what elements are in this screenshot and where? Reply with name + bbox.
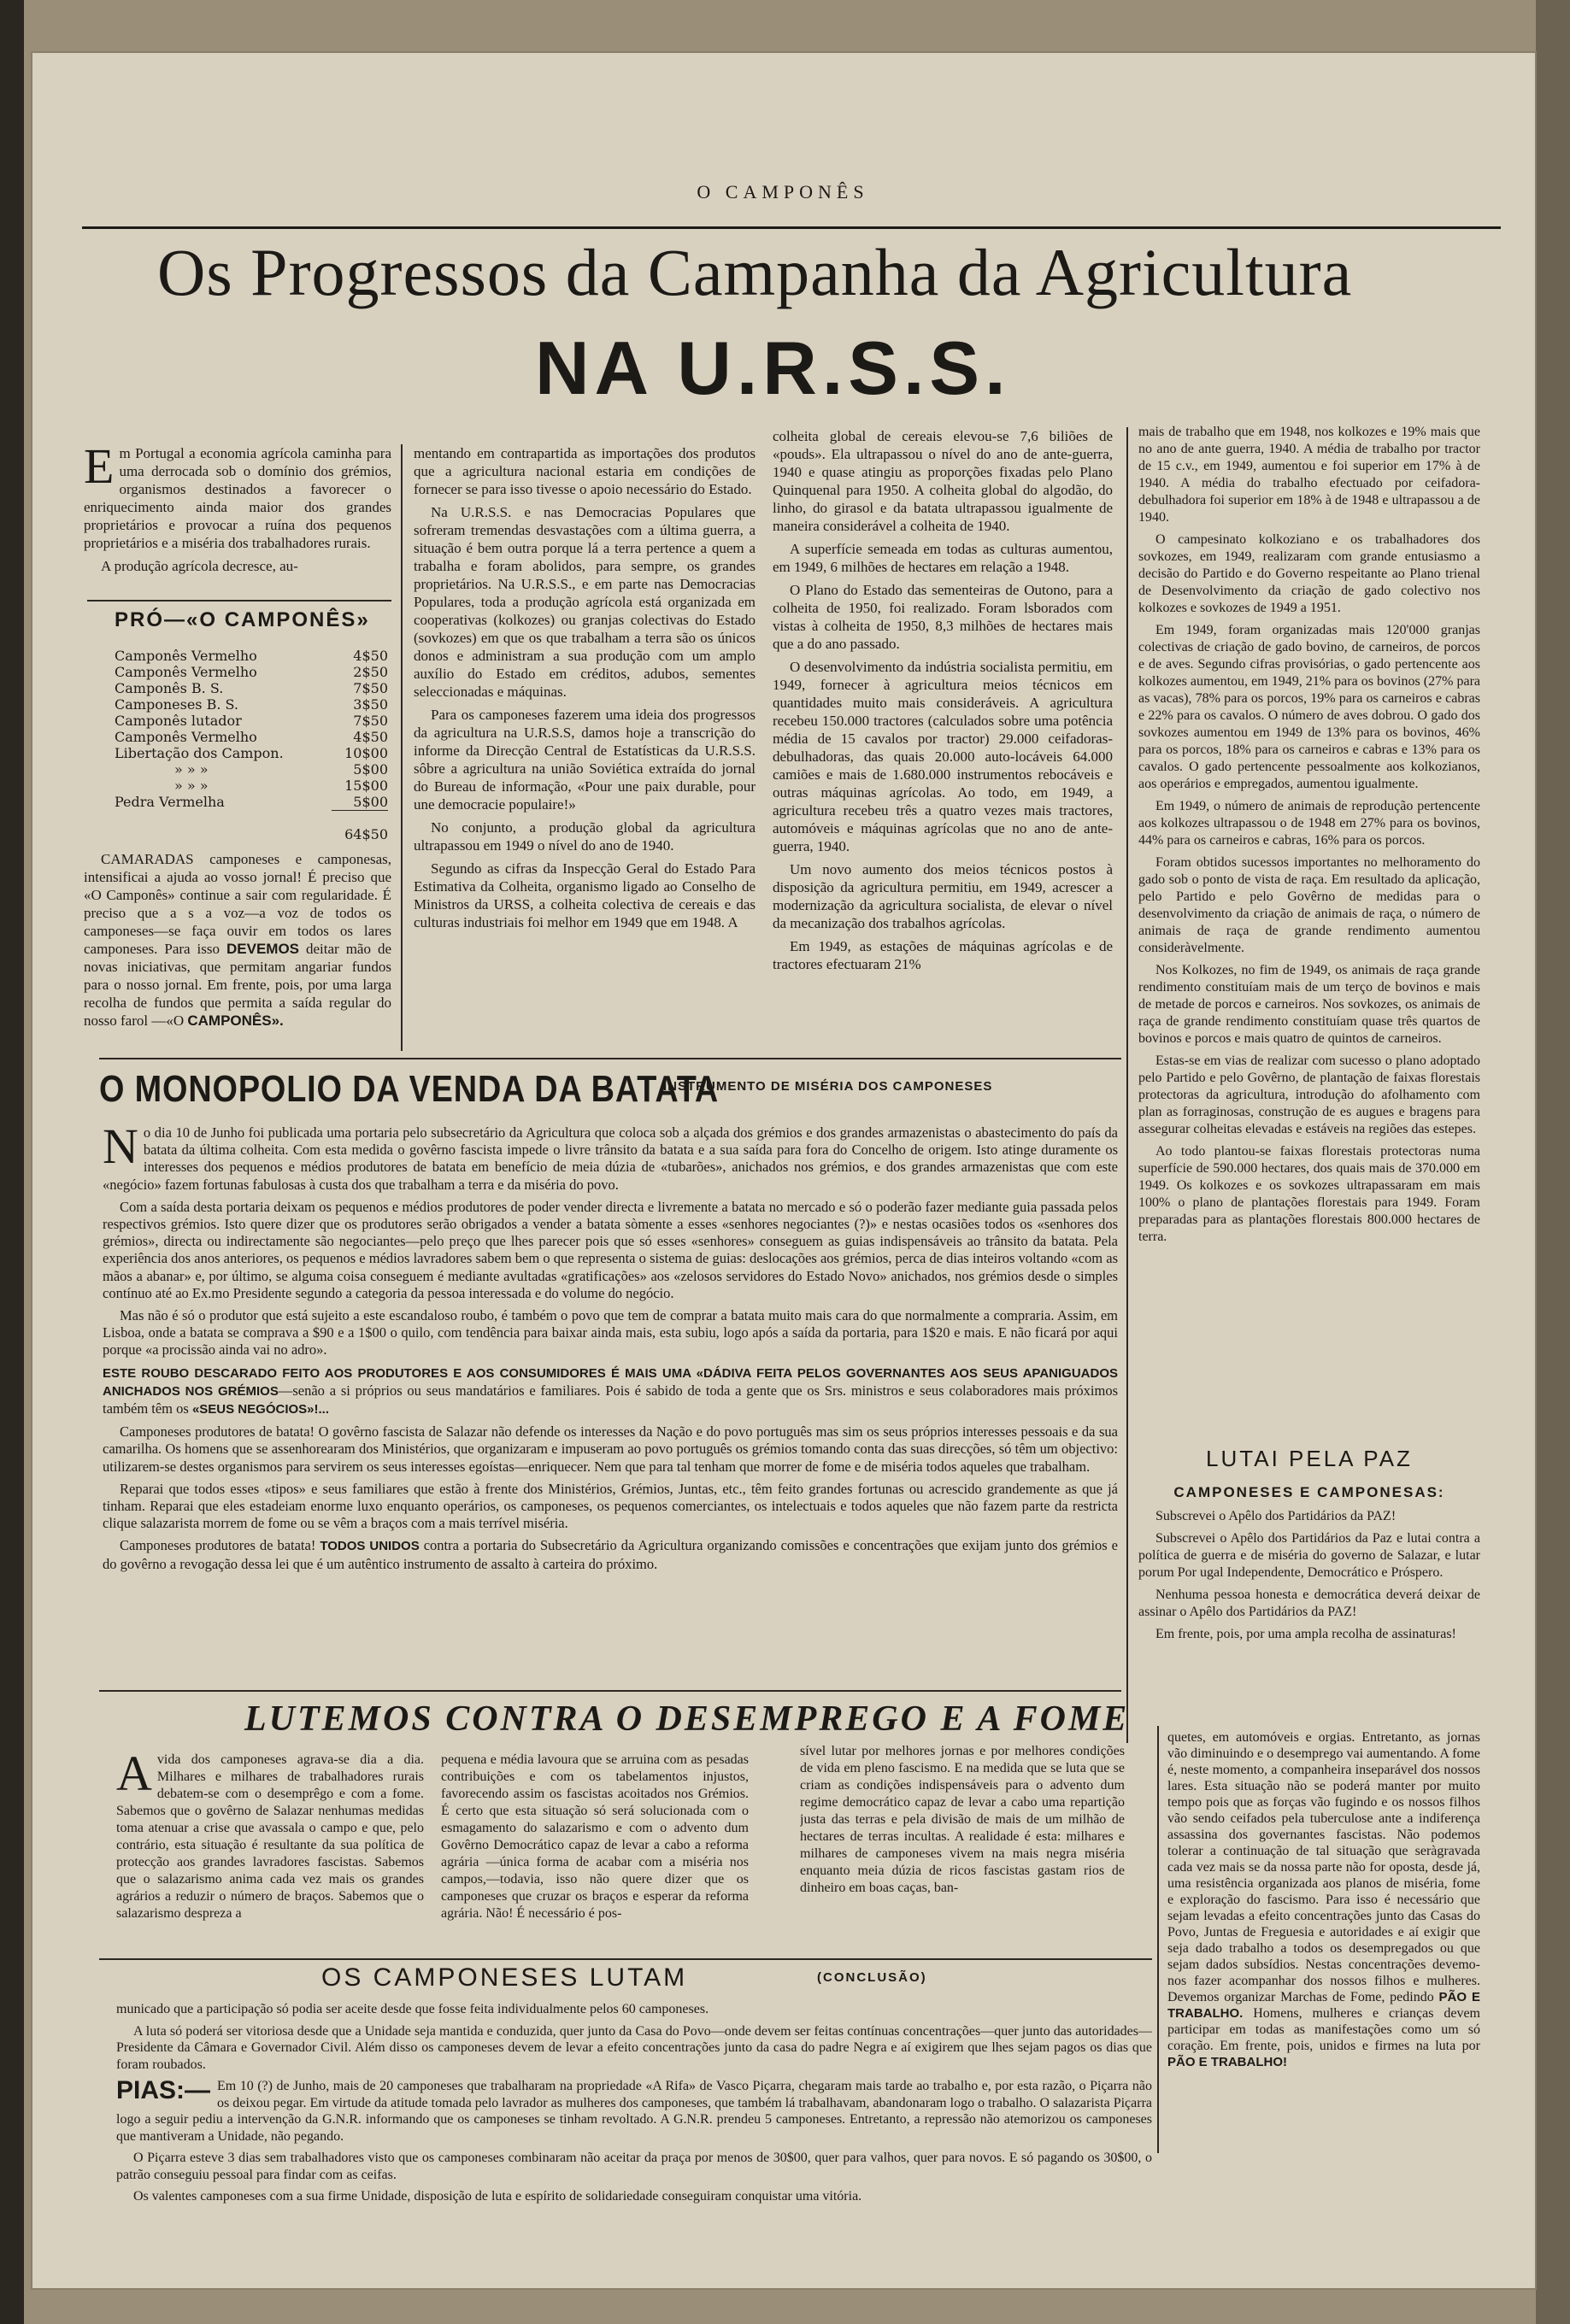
article2-p5: Camponeses produtores de batata! O govêrno fascista de Salazar não defende os interesses da Nação e do povo português mas sim os seus próprios interesses pessoais e da sua camarilha. Os homens que se assenhorearam dos Ministérios, que organizaram e impuseram ao povo português os grémios tomando conta das suas direcções, só têm um objectivo: utilizarem-se destes organismos para servirem os seus interesses egoístas—enriquecer. Nem que para tal tenham que morrer de fome e de miséria todos aqueles que trabalham. bbox=[103, 1423, 1118, 1475]
row-label: Libertação dos Campon. bbox=[115, 745, 284, 761]
peace-line-1: Subscrevei o Apêlo dos Partidários da PAZ! bbox=[1155, 1509, 1397, 1523]
article4-headline: OS CAMPONESES LUTAM bbox=[321, 1963, 688, 1992]
article1-col4-p8: Ao todo plantou-se faixas florestais protectoras numa superfície de 590.000 hectares, dos quais mais de 370.000 em 1949. Os kolkozes e os sovkozes ultrapassaram em mais 100% o plano de plantações florestais para 1949. Foram preparadas para as plantações florestais 800.000 hectares de terra. bbox=[1138, 1144, 1480, 1244]
dropcap-a: A bbox=[116, 1752, 152, 1801]
appeal-end: CAMPONÊS». bbox=[187, 1012, 284, 1029]
article1-col2-p3: Para os camponeses fazerem uma ideia dos progressos da agricultura na U.R.S.S, damos hoje a transcrição do informe da Direcção Central de Estatísticas da U.R.S.S. sôbre a agricultura na união Soviética extraída do jornal do Bureau de informação, «Pour une paix durable, pour une democracie populaire!» bbox=[414, 707, 756, 813]
article4-pias-label: PIAS:— bbox=[116, 2076, 211, 2104]
article3-col4 bbox=[1167, 1729, 1480, 2148]
row-amount: 5$00 bbox=[353, 761, 388, 778]
row-amount: 4$50 bbox=[353, 729, 388, 745]
appeal-bold: DEVEMOS bbox=[226, 941, 300, 957]
table-row bbox=[115, 680, 388, 696]
article1-col2 bbox=[414, 444, 756, 1051]
row-label: Camponês Vermelho bbox=[115, 729, 257, 745]
article1-col2-p1: mentando em contrapartida as importações dos produtos que a agricultura nacional estaria em condições de fornecer se para isso tivesse o apoio necessário do Estado. bbox=[414, 445, 756, 497]
article1-col1 bbox=[84, 444, 391, 598]
table-row bbox=[115, 794, 388, 811]
article1-col3 bbox=[773, 427, 1113, 1051]
pro-box-top-rule bbox=[87, 600, 391, 602]
row-label: Camponês Vermelho bbox=[115, 664, 257, 680]
table-row bbox=[115, 648, 388, 664]
article3-col4-b: Homens, mulheres e crianças devem participar em todas as manifestações como um só coração. Em frente, pois, unidos e firmes na luta por bbox=[1167, 2006, 1480, 2053]
article2-top-rule bbox=[99, 1058, 1121, 1059]
article4-p5: Os valentes camponeses com a sua firme Unidade, disposição de luta e espírito de solidariedade conseguiram conquistar uma vitória. bbox=[133, 2189, 862, 2204]
pro-box-title: PRÓ—«O CAMPONÊS» bbox=[115, 608, 370, 631]
article1-col1-p2: A produção agrícola decresce, au- bbox=[101, 558, 298, 574]
row-amount: 15$00 bbox=[344, 778, 388, 794]
row-amount: 7$50 bbox=[353, 680, 388, 696]
article4-p2: A luta só poderá ser vitoriosa desde que a Unidade seja mantida e conduzida, quer junto da Casa do Povo—onde devem ser feitas contínuas concentrações—quer junto das autoridades—Presidente da Câmara e Governador Civil. Além disso os camponeses devem de levar a efeito concentrações junto da casa do padre Negra e aí exigirem que lhes sejam pagos os dias que foram roubados. bbox=[116, 2023, 1152, 2072]
article2-p4: —senão a si próprios ou seus mandatários e familiares. Pois é sabido de toda a gente que os Srs. ministros e seus colaboradores mais próximos também têm os bbox=[103, 1382, 1118, 1417]
row-label: Camponês B. S. bbox=[115, 680, 224, 696]
article4-tag: (CONCLUSÃO) bbox=[817, 1970, 927, 1985]
article2-p7b: contra a portaria do Subsecretário da Agricultura organizando comissões e concentrações que exijam junto dos grémios e do govêrno a revogação dessa lei que é um autêntico instrumento de assalto à carteira do próximo. bbox=[103, 1537, 1118, 1572]
running-head: O CAMPONÊS bbox=[697, 181, 869, 202]
article4-body bbox=[116, 2001, 1152, 2215]
row-amount: 10$00 bbox=[344, 745, 388, 761]
article1-col3-p5: Um novo aumento dos meios técnicos postos à disposição da agricultura permitiu, em 1949, acrescer a modernização da agricultura socialista, de elevar o nível da mecanização dos trabalhos agrícolas. bbox=[773, 861, 1113, 931]
row-label: » » » bbox=[174, 761, 209, 778]
row-amount: 2$50 bbox=[353, 664, 388, 680]
article2-kicker: INSTRUMENTO DE MISÉRIA DOS CAMPONESES bbox=[663, 1079, 993, 1094]
article1-col4 bbox=[1138, 424, 1480, 1434]
article1-col4-p5: Foram obtidos sucessos importantes no melhoramento do gado sob o ponto de vista de raça. Em resultado da aplicação, pelo Partido e pelo Govêrno de medidas para o desenvolvimento da criação de animais de raça, o número de animais de raça de grande rendimento aumentou consideràvelmente. bbox=[1138, 855, 1480, 955]
pro-box bbox=[115, 608, 388, 842]
article3-col2 bbox=[441, 1752, 749, 1953]
article1-col3-p3: O Plano do Estado das sementeiras de Outono, para a colheita de 1950, foi realizado. Foram lsborados com vistas à colheita de 1950, 8,3 milhões de hectares mais que a do ano passado. bbox=[773, 582, 1113, 652]
table-row bbox=[115, 778, 388, 794]
article2-bottom-rule bbox=[99, 1690, 1121, 1692]
scan-border-left bbox=[0, 0, 24, 2324]
article2-p2: Com a saída desta portaria deixam os pequenos e médios produtores de poder vender directa e livremente a batata no mercado e só o poderão fazer mediante guia passada pelos respectivos grémios. Isto quere dizer que os produtores serão obrigados a vender a batata sòmente a esses «senhores negociantes (?)» e nestas ocasiões todos os «senhores dos grémios», directa ou indirectamente são negociantes—pelo preço que lhes parecer pois que só esses «senhores» conseguem as guias indispensáveis ao trânsito da batata. Pela experiência dos anos anteriores, os pequenos e médios lavradores sabem bem o que representa o sistema de guias: deslocações aos grémios, perca de dias inteiros voltando «com as mãos a abanar» e, por último, se alguma coisa conseguem é mediante avultadas «gratificações» aos «zelosos servidores do Estado Novo» anichados, nos grémios desde o simples contínuo até ao Ex.mo Presidente segundo a categoria da pessoa interessada e do volume do negócio. bbox=[103, 1198, 1118, 1301]
article1-col4-p1: mais de trabalho que em 1948, nos kolkozes e 19% mais que no ano de ante guerra, 1940. A média de trabalho por tractor de 15 c.v., em 1949, aumentou e foi superior em 17% à de 1940. A média do trabalho efectuado por ceifadora-debulhadora foi superior em 18% à de 1948 e ultrapassou a de 1940. bbox=[1138, 425, 1480, 525]
header-rule bbox=[82, 226, 1501, 229]
article3-col3-text: sível lutar por melhores jornas e por melhores condições de vida em pleno fascismo. E na medida que se luta que se criam as condições indispensáveis para o advento dum regime democrático capaz de levar a cabo uma repartição justa das terras e pela divisão de mais de um milhão de hectares de terras incultas. A realidade é esta: milhares e milhares de camponeses vivem na mais negra miséria enquanto meia dúzia de ricos fascistas gastam rios de dinheiro em boas caças, ban- bbox=[800, 1744, 1125, 1895]
peace-box-subtitle: CAMPONESES E CAMPONESAS: bbox=[1173, 1484, 1445, 1500]
article2-p4-end: «SEUS NEGÓCIOS»!... bbox=[191, 1402, 329, 1417]
article3-col3 bbox=[800, 1743, 1125, 1953]
article2-p3: Mas não é só o produtor que está sujeito a este escandaloso roubo, é também o povo que tem de comprar a batata muito mais cara do que normalmente a compraria. Assim, em Lisboa, onde a batata se comprava a $90 e a 1$00 o quilo, com tendência para baixar ainda mais, esta subiu, logo após a saída da portaria, para 1$20 e mais. E não ficará por aqui porque «a procissão ainda vai no adro». bbox=[103, 1307, 1118, 1359]
article2-body bbox=[103, 1124, 1118, 1685]
table-row bbox=[115, 745, 388, 761]
article4-top-rule bbox=[99, 1958, 1152, 1960]
article1-col4-p4: Em 1949, o número de animais de reprodução pertencente aos kolkozes ultrapassou o de 1948 em 27% para os bovinos, 44% para os carneiros e cabras, 16% para os porcos. bbox=[1138, 799, 1480, 848]
peace-line-4: Em frente, pois, por uma ampla recolha de assinaturas! bbox=[1155, 1627, 1456, 1641]
article3-col1-text: vida dos camponeses agrava-se dia a dia. Milhares e milhares de trabalhadores rurais debatem-se com o desemprêgo e com a fome. Sabemos que o govêrno de Salazar nenhumas medidas toma atenuar a crise que avassala o campo e que, pelo contrário, esta situação é resultante da sua política de protecção aos grandes lavradores fascistas. Sabemos que o salazarismo anima cada vez mais os grandes agrários a reduzir o número de braços. Sabemos que o salazarismo despreza a bbox=[116, 1752, 424, 1921]
peace-box-title: LUTAI PELA PAZ bbox=[1206, 1446, 1413, 1471]
peace-box-body bbox=[1138, 1508, 1480, 1648]
article2-p7a: Camponeses produtores de batata! bbox=[120, 1537, 320, 1554]
article4-p3: Em 10 (?) de Junho, mais de 20 camponeses que trabalharam na propriedade «A Rifa» de Vasco Piçarra, chegaram mais tarde ao trabalho e, por esta razão, o Piçarra não os deixou pegar. Em virtude da atitude tomada pelo lavrador as mulheres dos camponeses, que também lá trabalhavam, abandonaram logo o trabalho. O salazarista Piçarra logo a seguir pediu a intervenção da G.N.R. informando que os camponeses se tinham revoltado. A G.N.R. prendeu 5 camponeses. Entretanto, a repressão não atemorizou os camponeses que mantiveram a Unidade, não pegando. bbox=[116, 2079, 1152, 2144]
article4-p1: municado que a participação só podia ser aceite desde que fosse feita individualmente pelos 60 camponeses. bbox=[116, 2002, 709, 2016]
total-amount: 64$50 bbox=[344, 826, 388, 842]
table-row bbox=[115, 713, 388, 729]
peace-line-3: Nenhuma pessoa honesta e democrática deverá deixar de assinar o Apêlo dos Partidários da PAZ! bbox=[1138, 1587, 1480, 1619]
article3-col1 bbox=[116, 1752, 424, 1953]
article1-col3-p2: A superfície semeada em todas as culturas aumentou, em 1949, 6 milhões de hectares em relação a 1948. bbox=[773, 541, 1113, 575]
article3-col4-end: PÃO E TRABALHO! bbox=[1167, 2055, 1287, 2069]
article1-col4-p2: O campesinato kolkoziano e os trabalhadores dos sovkozes, em 1949, realizaram com grande entusiasmo a decisão do Partido e do Governo respeitante ao Plano trienal de Desenvolvimento da criação de gado colectivo nos kolkozes e sovkozes de 1949 a 1951. bbox=[1138, 532, 1480, 615]
article1-col4-p6: Nos Kolkozes, no fim de 1949, os animais de raça grande rendimento constituíam mais de um terço de bovinos e mais de metade de porcos e carneiros. Nos sovkozes, os animais de raça de grande rendimento constituíam quase três quartos de bovinos e porcos e mais quatro de quintos de carneiros. bbox=[1138, 963, 1480, 1046]
article1-col2-p4: No conjunto, a produção global da agricultura ultrapassou em 1949 o nível do ano de 1940. bbox=[414, 819, 756, 854]
dropcap-e: E bbox=[84, 444, 115, 494]
main-title: Os Progressos da Campanha da Agricultura bbox=[157, 235, 1353, 309]
appeal-text-b: deitar mão de novas iniciativas, que permitam angariar fundos para o nosso jornal. Em frente, pois, por uma larga recolha de fundos que permita a saída regular do nosso farol —«O bbox=[84, 941, 391, 1029]
article1-col2-p2: Na U.R.S.S. e nas Democracias Populares que sofreram tremendas desvastações com a última guerra, a situação é bem outra porque lá a terra pertence a quem a trabalha e foram abolidos, para sempre, os grandes proprietários. Na U.R.S.S., e em parte nas Democracias Populares, toda a produção agrícola está organizada em cooperativas (kolkozes) ou granjas colectivas do Estado (sovkozes) em que os que trabalham a terra são os únicos donos e administram a sua produção com um amplo auxílio do Estado em créditos, adubos, sementes seleccionadas e máquinas. bbox=[414, 504, 756, 700]
pro-box-appeal bbox=[84, 850, 391, 1055]
table-row bbox=[115, 761, 388, 778]
row-label: » » » bbox=[174, 778, 209, 794]
article2-p7-bold: TODOS UNIDOS bbox=[320, 1539, 420, 1554]
article4-p4: O Piçarra esteve 3 dias sem trabalhadores visto que os camponeses combinaram não aceitar da praça por menos de 30$00, quer para valhos, quer para novos. E só pagando os 30$00, o patrão conseguiu pessoal para findar com as ceifas. bbox=[116, 2151, 1152, 2182]
article1-col3-p6: Em 1949, as estações de máquinas agrícolas e de tractores efectuaram 21% bbox=[773, 938, 1113, 972]
column-rule bbox=[401, 444, 403, 1051]
row-amount: 5$00 bbox=[332, 794, 388, 811]
article1-col3-p1: colheita global de cereais elevou-se 7,6 biliões de «pouds». Ela ultrapassou o nível do ano de ante-guerra, 1940 e quase atingiu as proporções fixadas pelo Plano Quinquenal para 1950. A colheita global do algodão, do linho, do girasol e da batata ultrapassou igualmente de maneira considerável a colheita de 1940. bbox=[773, 428, 1113, 534]
row-amount: 7$50 bbox=[353, 713, 388, 729]
row-label: Camponeses B. S. bbox=[115, 696, 238, 713]
article3-col4-bold: PÃO E TRABALHO. bbox=[1167, 1990, 1480, 2021]
peace-line-2: Subscrevei o Apêlo dos Partidários da Paz e lutai contra a política de guerra e de miséria do governo de Salazar, e lutar porum Por ugal Independente, Democrático e Próspero. bbox=[1138, 1531, 1480, 1580]
pro-box-table bbox=[115, 648, 388, 842]
article1-col4-p3: Em 1949, foram organizadas mais 120'000 granjas colectivas de criação de gado bovino, de carneiros, de porcos e de aves. Segundo cifras provisórias, o gado pertencente aos kolkozes aumentou, em 1949, 21% para os bovinos (27% para as vacas), 78% para os porcos, 19% para os carneiros e cabras e 22% para os cavalos. O número de aves dobrou. O gado dos sovkozes aumentou em 1949 de 13% para os bovinos, 46% para os porcos, 18% para os carneiros e cabras e 13% para os cavalos. O gado pertencente pessoalmente aos kolkozianos, aos operários e empregados, aumentou igualmente. bbox=[1138, 623, 1480, 791]
table-row-total bbox=[115, 811, 388, 843]
article1-col3-p4: O desenvolvimento da indústria socialista permitiu, em 1949, fornecer à agricultura meios técnicos em quantidades muito mais consideráveis. A agricultura recebeu 150.000 tractores (calculados sobre uma potência média de 15 cavalos por tractor) 29.000 ceifadoras-debulhadoras, das quais 20.000 auto-locáveis 64.000 camiões e mais de 1.680.000 instrumentos rebocáveis e outras máquinas agrícolas. Ao todo, em 1949, a agricultura recebeu três a quatro vezes mais tractores, automóveis e máquinas agrícolas que no ano de ante-guerra, 1940. bbox=[773, 659, 1113, 854]
row-amount: 4$50 bbox=[353, 648, 388, 664]
appeal-text-a: CAMARADAS camponeses e camponesas, intensificai a ajuda ao vosso jornal! É preciso que «O Camponês» continue a sair com regularidade. É preciso que a s a voz—a voz de todos os camponeses—se faça ouvir em todos os lares camponeses. Para isso bbox=[84, 851, 391, 957]
table-row bbox=[115, 664, 388, 680]
article3-col2-text: pequena e média lavoura que se arruina com as pesadas contribuições e com os tabelamentos injustos, favorecendo assim os fascistas acoitados nos Grémios. É certo que esta situação só será solucionada com o esmagamento do salazarismo e com o advento dum Govêrno Democrático capaz de levar a cabo a reforma agrária —única forma de acabar com a miséria nos campos,—todavia, isso não quere dizer que os camponeses que cruzar os braços e esperar da reforma agrária. Não! É necessário é pos- bbox=[441, 1752, 749, 1921]
row-label: Camponês lutador bbox=[115, 713, 242, 729]
main-title-sub: NA U.R.S.S. bbox=[535, 326, 1011, 410]
dropcap-n: N bbox=[103, 1124, 138, 1174]
article1-col2-p5: Segundo as cifras da Inspecção Geral do Estado Para Estimativa da Colheita, organismo ligado ao Conselho de Ministros da URSS, a colheita colectiva de cereais e das culturas industriais foi melhor em 1949 que em 1948. A bbox=[414, 860, 756, 930]
column-rule-right bbox=[1126, 427, 1128, 1743]
article2-p1: o dia 10 de Junho foi publicada uma portaria pelo subsecretário da Agricultura que coloca sob a alçada dos grémios e dos grandes armazenistas o abastecimento do país da batata da última colheita. Com esta medida o govêrno fascista impede o livre trânsito da batata e a sua saída para fora do Concelho de origem. Isto atinge duramente os interesses dos pequenos e médios produtores de batata em benefício de meia dúzia de «tubarões», anichados nos grémios, e dos grandes armazenistas que com este «negócio» fazem fortunas fabulosas à custa dos que trabalham a terra e da miséria do povo. bbox=[103, 1124, 1118, 1193]
article2-headline: O MONOPOLIO DA VENDA DA BATATA bbox=[99, 1068, 720, 1110]
peace-box bbox=[1138, 1442, 1480, 1699]
article1-col4-p7: Estas-se em vias de realizar com sucesso o plano adoptado pelo Partido e pelo Govêrno, de plantação de faixas florestais protectoras da agricultura, introdução do afolhamento com plan as forraginosas, construção de es augues e bragens para assegurar colheitas elevadas e estáveis na regiões das estepes. bbox=[1138, 1053, 1480, 1136]
article2-p6: Reparai que todos esses «tipos» e seus familiares que estão à frente dos Ministérios, Grémios, Juntas, etc., têm feito grandes fortunas ou acrescido grandemente as que já tinham. Reparai que eles estadeiam enorme luxo enquanto operários, os camponeses, os pequenos comerciantes, os intelectuais e todos aqueles que não fazem parte da restricta clique salazarista morrem de fome ou se vêm a braços com a mais terrível miséria. bbox=[103, 1480, 1118, 1532]
row-amount: 3$50 bbox=[353, 696, 388, 713]
article2-p4-bold: ESTE ROUBO DESCARADO FEITO AOS PRODUTORES E AOS CONSUMIDORES É MAIS UMA «DÁDIVA FEITA PELOS GOVERNANTES AOS SEUS APANIGUADOS ANICHADOS NOS GRÉMIOS bbox=[103, 1365, 1118, 1399]
table-row bbox=[115, 729, 388, 745]
article3-column-rule bbox=[1157, 1726, 1159, 2153]
row-label: Camponês Vermelho bbox=[115, 648, 257, 664]
table-row bbox=[115, 696, 388, 713]
scan-border-right bbox=[1536, 0, 1570, 2324]
article1-col1-p1: m Portugal a economia agrícola caminha para uma derrocada sob o domínio dos grémios, organismos destinados a favorecer o enriquecimento ainda maior dos grandes proprietários e provocar a ruína dos pequenos proprietários e a miséria dos trabalhadores rurais. bbox=[84, 445, 391, 551]
row-label: Pedra Vermelha bbox=[115, 794, 225, 811]
article3-col4-text: quetes, em automóveis e orgias. Entretanto, as jornas vão diminuindo e o desemprego vai aumentando. A fome é, neste momento, a companheira inseparável dos nossos lares. Esta situação não se poderá manter por muito tempo pois que as forças vão fugindo e os nossos filhos vão sendo ceifados pela tuberculose ante a indiferença assassina dos governantes fascistas. Não podemos tolerar a continuação de tal situação que seràgravada cada vez mais se da nossa parte não for oposta, desde já, uma resistência organizada aos planos de miséria, fome e exploração do fascismo. Para isso é necessário que sejam levadas a efeito concentrações junto das Casas do Povo, Juntas de Freguesia e autoridades e aí exigir que seja dado trabalho a todos os desempregados ou que sejam dados subsídios. Nestas concentrações devemo-nos fazer acompanhar dos nossos filhos e mulheres. Devemos organizar Marchas de Fome, pedindo bbox=[1167, 1730, 1480, 2004]
article3-headline: LUTEMOS CONTRA O DESEMPREGO E A FOME bbox=[244, 1699, 1130, 1739]
newspaper-page bbox=[31, 51, 1537, 2290]
